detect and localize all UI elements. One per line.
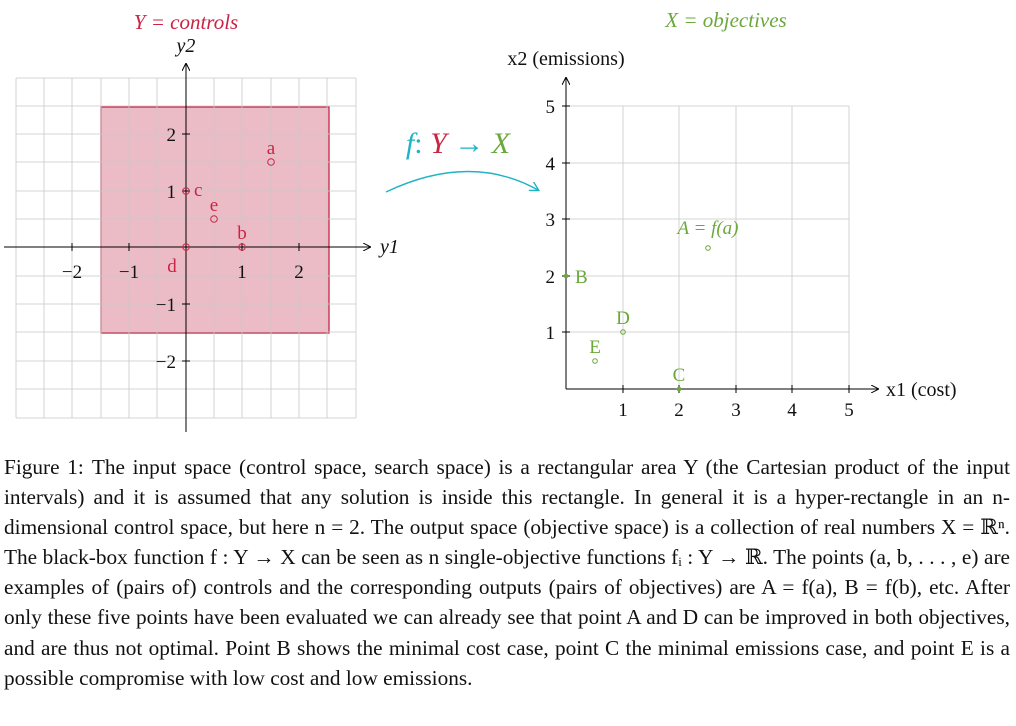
y1-tick-label: −1 xyxy=(118,262,140,283)
x2-axis-label: x2 (emissions) xyxy=(507,48,625,70)
x1-tick-label: 2 xyxy=(674,400,684,421)
caption-label: Figure 1: xyxy=(4,455,84,479)
x1-tick-label: 5 xyxy=(844,400,854,421)
y2-tick-label: 2 xyxy=(166,125,176,146)
mapping-label: f: Y → X xyxy=(405,127,511,160)
y1-tick-label: 1 xyxy=(237,262,247,283)
x1-tick-label: 4 xyxy=(787,400,797,421)
y1-axis-label: y1 xyxy=(380,236,399,258)
point-c-label: c xyxy=(194,180,203,201)
point-B-marker xyxy=(564,274,569,279)
x1-axis-label: x1 (cost) xyxy=(886,379,957,401)
figure-caption xyxy=(4,452,1010,693)
point-A-marker xyxy=(706,246,711,251)
mapping xyxy=(386,127,538,192)
caption-text: The input space (control space, search space) is a rectangular area Y (the Cartesian product of the input intervals) and it is assumed that any solution is inside this rectangle. In general it is a hyper-rectangle in an n-dimensional control space, but here n = 2. The output space (objective space) is a collection of real numbers X = ℝⁿ. The black-box function f : Y → X can be seen as n single-objective functions fᵢ : Y → ℝ. The points (a, b, . . . , e) are examples of (pairs of) controls and the corresponding outputs (pairs of objectives) are A = f(a), B = f(b), etc. After only these five points have been evaluated we can already see that point A and D can be improved in both objectives, and are thus not optimal. Point B shows the minimal cost case, point C the minimal emissions case, and point E is a possible compromise with low cost and low emissions. xyxy=(4,455,1010,690)
left-plot-title: Y = controls xyxy=(133,10,239,34)
point-B-label: B xyxy=(575,267,588,288)
mapping-arrow xyxy=(386,171,538,192)
x1-tick-label: 1 xyxy=(618,400,628,421)
point-E-marker xyxy=(593,359,598,364)
point-a-label: a xyxy=(266,138,276,159)
x1-tick-label: 3 xyxy=(731,400,741,421)
right-grid xyxy=(566,106,849,389)
y2-tick-label: −1 xyxy=(155,295,176,316)
point-C-label: C xyxy=(672,365,686,386)
y1-tick-label: −2 xyxy=(61,262,83,283)
point-d-label: d xyxy=(167,256,177,277)
point-D-label: D xyxy=(616,308,630,329)
control-rectangle xyxy=(101,107,329,333)
x2-tick-label: 5 xyxy=(545,97,555,118)
point-b-label: b xyxy=(237,223,247,244)
x2-tick-label: 4 xyxy=(545,154,555,175)
y2-tick-label: 1 xyxy=(166,182,176,203)
right-plot xyxy=(507,8,956,421)
point-C-marker xyxy=(677,387,682,392)
x2-tick-label: 2 xyxy=(545,267,555,288)
point-e-label: e xyxy=(209,195,219,216)
y2-tick-label: −2 xyxy=(155,352,176,373)
y1-tick-label: 2 xyxy=(294,262,304,283)
left-plot xyxy=(4,10,399,432)
x2-tick-label: 3 xyxy=(545,210,555,231)
x2-tick-label: 1 xyxy=(545,323,555,344)
point-E-label: E xyxy=(589,337,601,358)
point-A-label: A = f(a) xyxy=(677,218,739,239)
right-plot-title: X = objectives xyxy=(665,8,787,32)
y2-axis-label: y2 xyxy=(176,35,196,57)
